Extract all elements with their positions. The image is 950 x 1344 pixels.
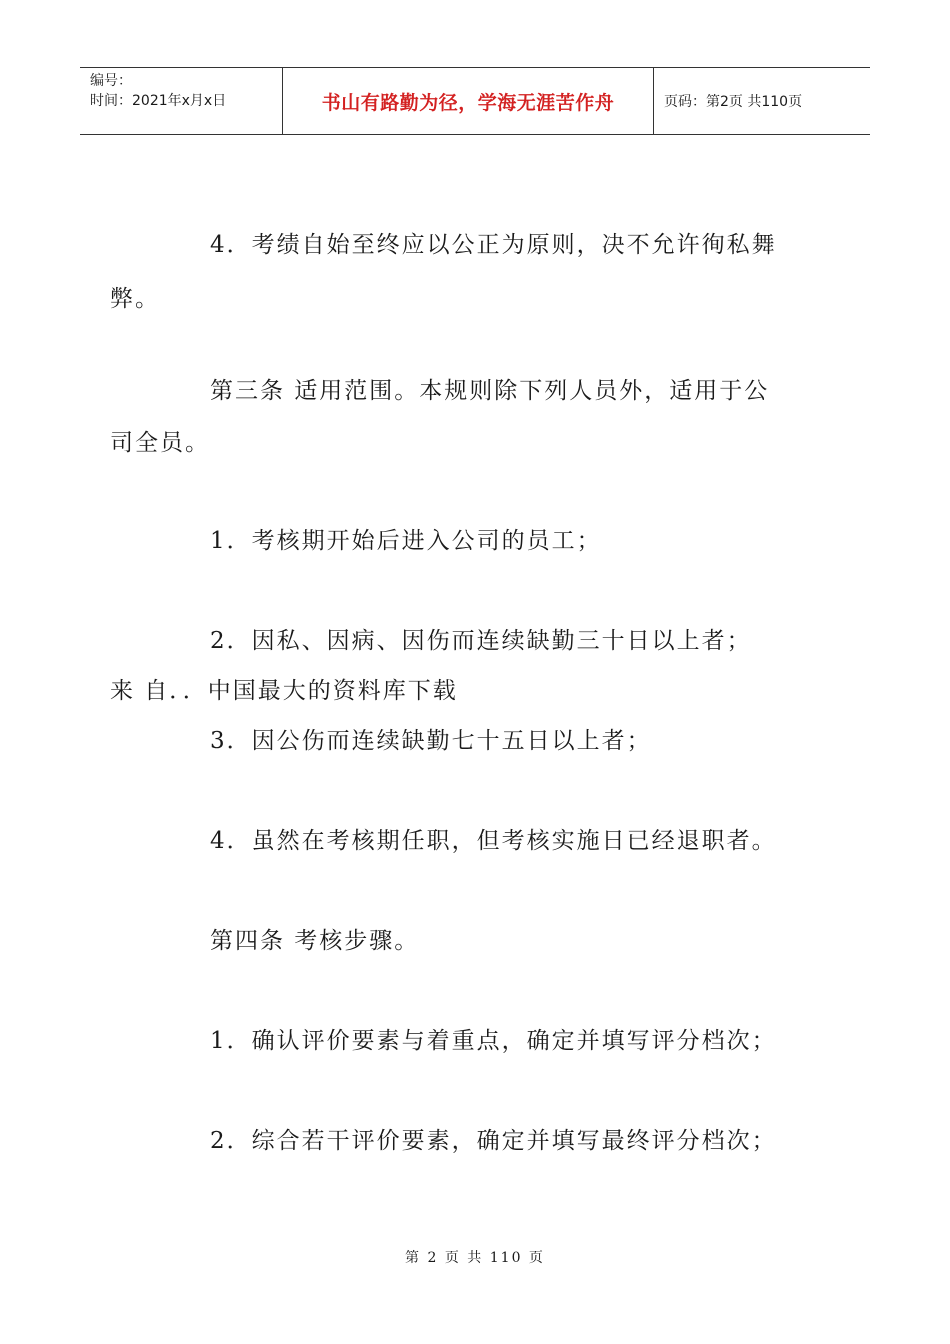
paragraph-p8: 1．确认评价要素与着重点，确定并填写评分档次； — [210, 1028, 777, 1054]
header-motto: 书山有路勤为径，学海无涯苦作舟 — [282, 68, 654, 134]
document-number-label: 编号： — [90, 73, 132, 89]
paragraph-p9: 2．综合若干评价要素，确定并填写最终评分档次； — [210, 1128, 777, 1154]
paragraph-p5: 3．因公伤而连续缺勤七十五日以上者； — [210, 728, 652, 754]
paragraph-p3: 1．考核期开始后进入公司的员工； — [210, 528, 602, 554]
header-page-info: 页码：第2页 共110页 — [664, 94, 803, 110]
paragraph-p2-line1: 第三条 适用范围。本规则除下列人员外，适用于公 — [210, 378, 770, 404]
paragraph-p2-line2: 司全员。 — [110, 430, 210, 456]
page-header — [80, 67, 870, 135]
header-meta — [80, 68, 282, 134]
paragraph-p7: 第四条 考核步骤。 — [210, 928, 420, 954]
paragraph-p4: 2．因私、因病、因伤而连续缺勤三十日以上者； — [210, 628, 752, 654]
paragraph-p1-line2: 弊。 — [110, 286, 160, 312]
paragraph-p6: 4．虽然在考核期任职，但考核实施日已经退职者。 — [210, 828, 777, 854]
paragraph-p1-line1: 4．考绩自始至终应以公正为原则，决不允许徇私舞 — [210, 232, 777, 258]
document-date: 时间：2021年x月x日 — [90, 93, 227, 109]
page-footer: 第 2 页 共 110 页 — [405, 1250, 545, 1266]
source-note: 来 自．．中国最大的资料库下载 — [110, 678, 458, 704]
